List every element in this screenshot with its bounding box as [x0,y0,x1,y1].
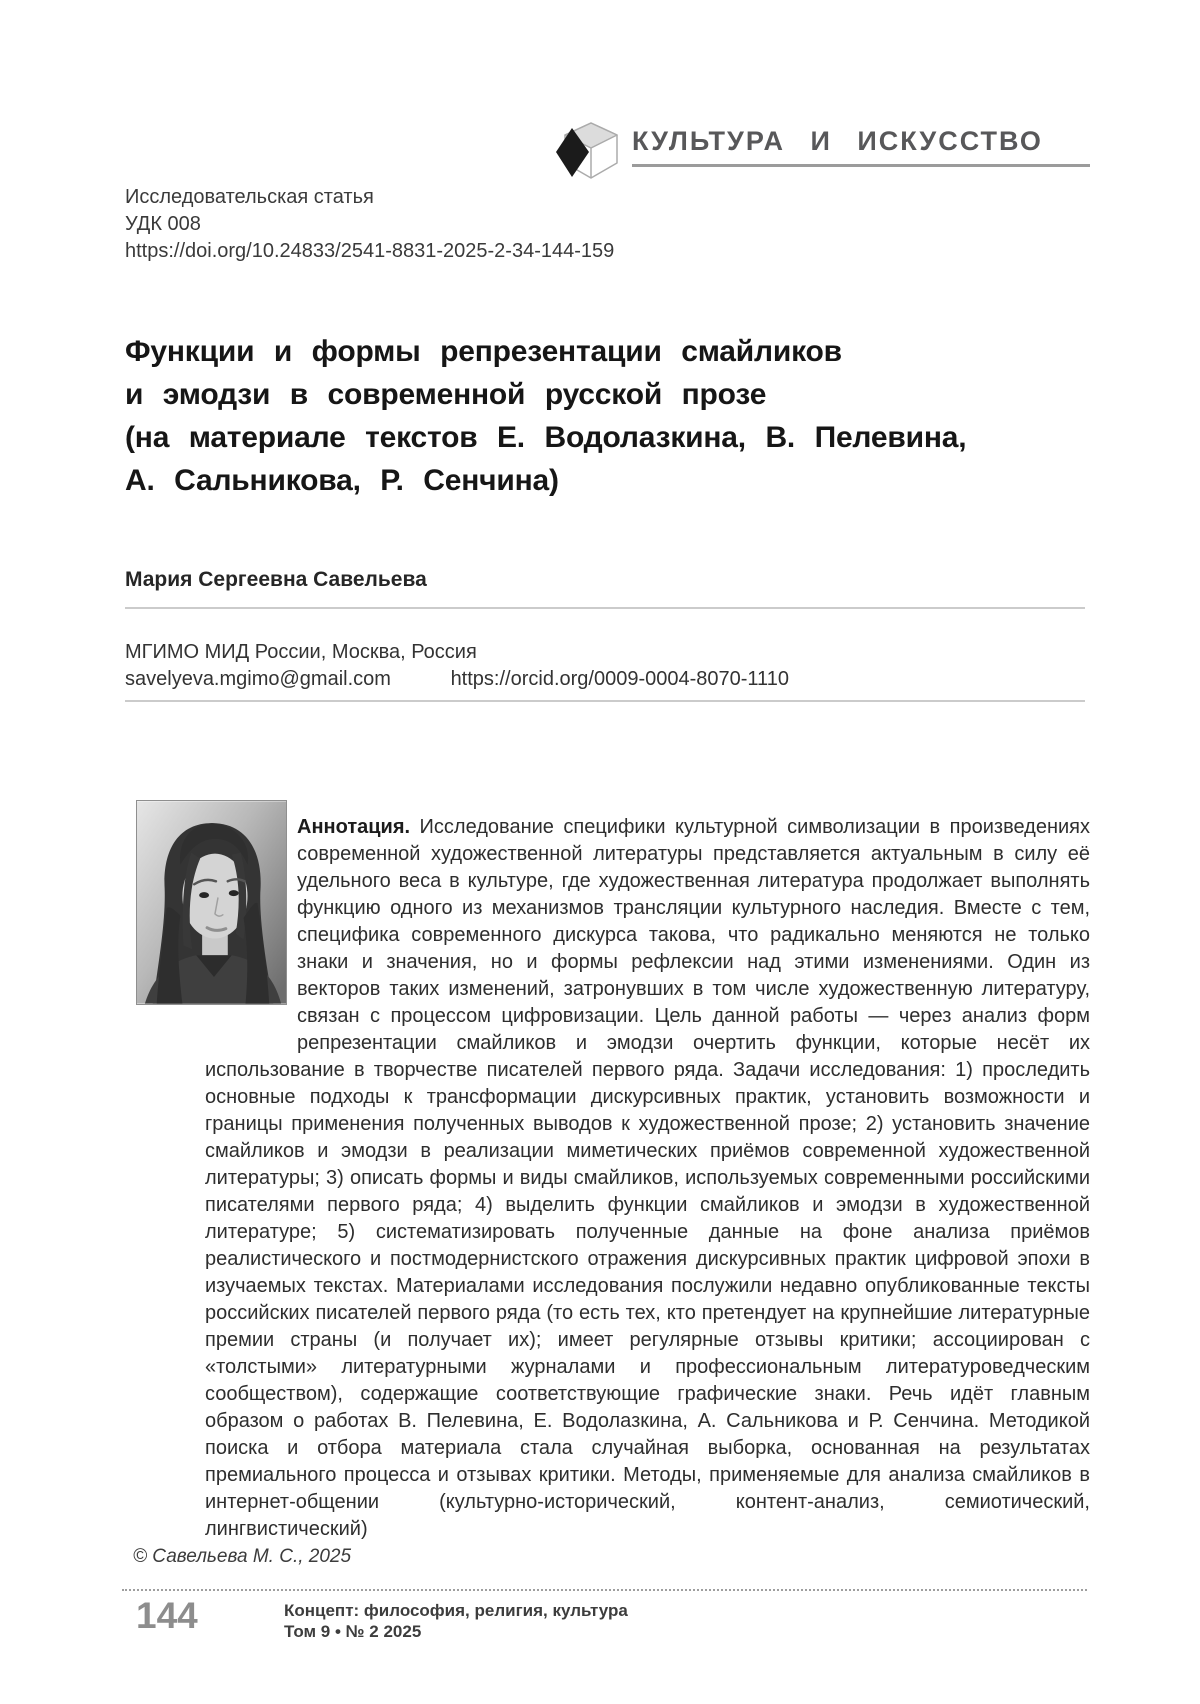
author-name: Мария Сергеевна Савельева [125,568,427,591]
journal-title: Концепт: философия, религия, культура [284,1601,628,1620]
copyright-notice: © Савельева М. С., 2025 [133,1546,352,1567]
title-line-1: Функции и формы репрезентации смайликов [125,335,842,368]
author-contacts [125,668,1085,691]
divider-line [125,700,1085,702]
page-number: 144 [136,1595,198,1636]
udc-code: УДК 008 [125,213,201,235]
title-line-3: (на материале текстов Е. Водолазкина, В. Пелевина, [125,421,967,454]
author-email-link[interactable]: savelyeva.mgimo@gmail.com [125,668,391,690]
journal-cube-diamond-icon [549,120,623,184]
article-title [125,330,1025,502]
section-label [632,126,1090,167]
author-affiliation: МГИМО МИД России, Москва, Россия [125,641,477,663]
title-line-2: и эмодзи в современной русской прозе [125,378,767,411]
journal-volume-issue: Том 9 • № 2 2025 [284,1622,422,1641]
author-orcid-link[interactable]: https://orcid.org/0009-0004-8070-1110 [450,668,789,690]
section-label-text: КУЛЬТУРА И ИСКУССТВО [632,126,1043,156]
doi-link[interactable]: https://doi.org/10.24833/2541-8831-2025-2-34-144-159 [125,240,615,262]
journal-info [284,1600,628,1642]
article-type: Исследовательская статья [125,186,374,208]
footer-dotted-divider [122,1589,1087,1591]
abstract-label: Аннотация. [297,816,411,838]
abstract-paragraph [205,814,1090,1543]
divider-line [125,607,1085,609]
article-meta [125,184,614,265]
title-line-4: А. Сальникова, Р. Сенчина) [125,464,559,497]
abstract-body-text: Исследование специфики культурной символизации в произведениях современной художественной литературы представляется актуальным в силу её удельного веса в культуре, где художественная литература продолжает выполнять функцию одного из механизмов трансляции культурного наследия. Вместе с тем, специфика современного дискурса такова, что радикально меняются не только знаки и значения, но и формы рефлексии над этими изменениями. Один из векторов таких изменений, затронувших в том числе художественную литературу, связан с процессом цифровизации. Цель данной работы — через анализ форм репрезентации смайликов и эмодзи очертить функции, которые несёт их использование в творчестве писателей первого ряда. Задачи исследования: 1) проследить основные подходы к трансформации дискурсивных практик, установить возможности и границы применения полученных выводов к художественной прозе; 2) установить значение смайликов и эмодзи в реализации миметических приёмов современной художественной литературы; 3) описать формы и виды смайликов, используемых современными российскими писателями первого ряда; 4) выделить функции смайликов и эмодзи в художественной литературе; 5) систематизировать полученные данные на фоне анализа приёмов реалистического и постмодернистского отражения дискурсивных практик цифровой эпохи в изучаемых текстах. Материалами исследования послужили недавно опубликованные тексты российских писателей первого ряда (то есть тех, кто претендует на крупнейшие литературные премии страны (и получает их); имеет регулярные отзывы критики; ассоциирован с «толстыми» литературными журналами и профессиональным литературоведческим сообществом), содержащие соответствующие графические знаки. Речь идёт главным образом о работах В. Пелевина, Е. Водолазкина, А. Сальникова и Р. Сенчина. Методикой поиска и отбора материала стала случайная выборка, основанная на результатах премиального процесса и отзывах критики. Методы, применяемые для анализа смайликов в интернет-общении (культурно-исторический, контент-анализ, семиотический, лингвистический) [205,816,1090,1540]
abstract-section [205,814,1090,1543]
author-photo [136,800,287,1005]
